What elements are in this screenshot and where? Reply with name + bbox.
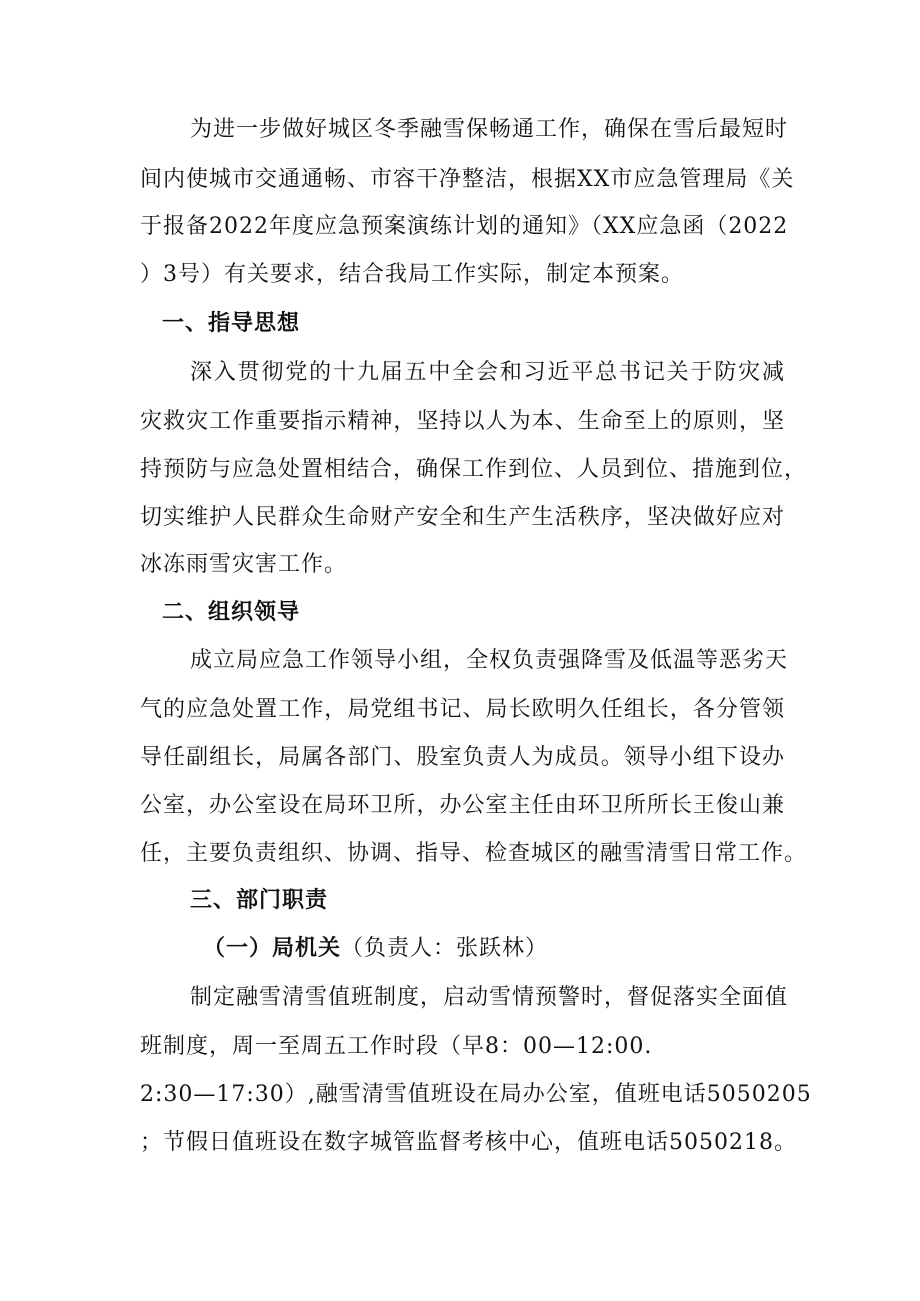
section1-line-1: 深入贯彻党的十九届五中全会和习近平总书记关于防灾减 [190, 360, 785, 385]
intro-line-1: 为进一步做好城区冬季融雪保畅通工作，确保在雪后最短时 [190, 117, 789, 142]
subsection-heading-bureau [203, 934, 548, 964]
section1-line-5: 冰冻雨雪灾害工作。 [140, 552, 348, 577]
section1-line-3: 持预防与应急处置相结合，确保工作到位、人员到位、措施到位， [140, 457, 808, 482]
intro-line-3: 于报备2022年度应急预案演练计划的通知》（XX应急函（2022 [140, 214, 789, 239]
subsection-responsible-person: （负责人：张跃林） [341, 936, 549, 961]
section1-line-2: 灾救灾工作重要指示精神，坚持以人为本、生命至上的原则，坚 [140, 409, 785, 434]
section2-line-4: 公室，办公室设在局环卫所，办公室主任由环卫所所长王俊山兼 [140, 793, 785, 818]
section2-line-1: 成立局应急工作领导小组，全权负责强降雪及低温等恶劣天 [190, 648, 789, 673]
section3-line-3: 2:30—17:30）,融雪清雪值班设在局办公室，值班电话5050205 [140, 1082, 812, 1107]
section2-line-2: 气的应急处置工作，局党组书记、局长欧明久任组长，各分管领 [140, 697, 785, 722]
intro-line-4: ）3号）有关要求，结合我局工作实际，制定本预案。 [140, 262, 684, 287]
intro-line-2: 间内使城市交通通畅、市容干净整洁，根据XX市应急管理局《关 [140, 167, 795, 192]
section-heading-department-duties: 三、部门职责 [190, 888, 329, 913]
section1-line-4: 切实维护人民群众生命财产安全和生产生活秩序，坚决做好应对 [140, 505, 785, 530]
section3-line-2: 班制度，周一至周五工作时段（早8：00—12:00. [140, 1034, 653, 1059]
subsection-label: （一）局机关 [203, 936, 342, 961]
section-heading-organization: 二、组织领导 [162, 600, 301, 625]
section-heading-guiding-ideology: 一、指导思想 [162, 311, 301, 336]
section2-line-5: 任，主要负责组织、协调、指导、检查城区的融雪清雪日常工作。 [140, 841, 808, 866]
section2-line-3: 导任副组长，局属各部门、股室负责人为成员。领导小组下设办 [140, 745, 785, 770]
section3-line-4: ；节假日值班设在数字城管监督考核中心，值班电话5050218。 [140, 1130, 797, 1155]
section3-line-1: 制定融雪清雪值班制度，启动雪情预警时，督促落实全面值 [190, 985, 789, 1010]
